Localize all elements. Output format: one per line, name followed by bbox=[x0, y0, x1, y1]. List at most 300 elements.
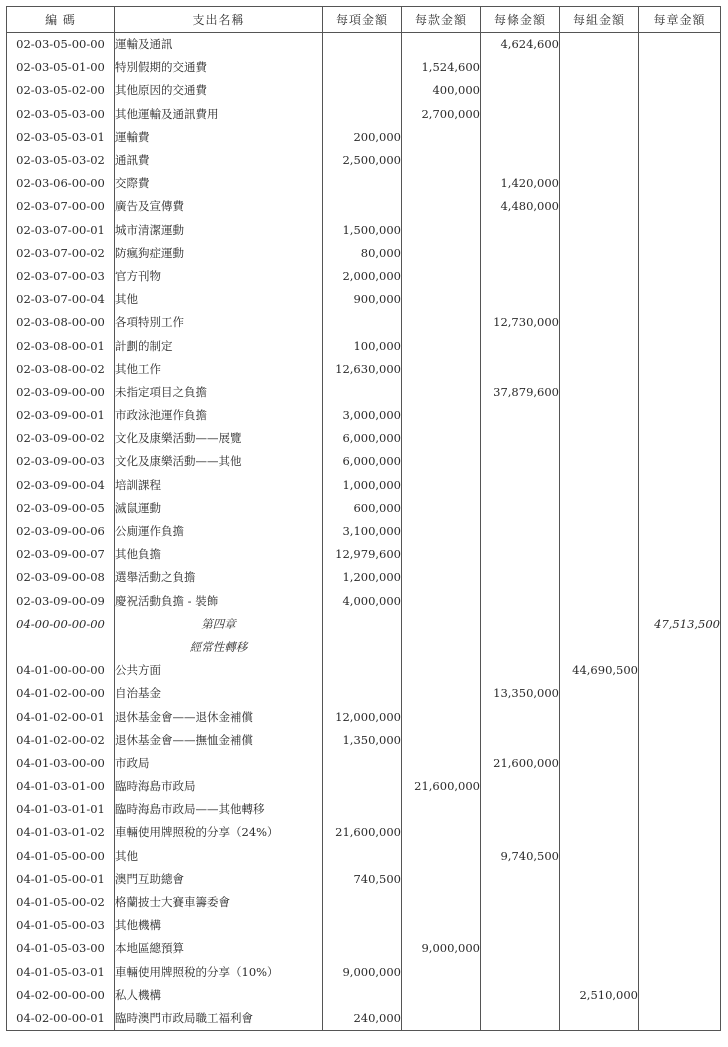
table-row bbox=[7, 543, 721, 566]
cell-article-amount bbox=[481, 798, 560, 821]
cell-name: 交際費 bbox=[115, 172, 323, 195]
cell-code: 02-03-09-00-02 bbox=[7, 427, 115, 450]
cell-paragraph-amount bbox=[402, 891, 481, 914]
cell-chapter-amount bbox=[639, 195, 721, 218]
cell-article-amount bbox=[481, 358, 560, 381]
cell-group-amount bbox=[560, 937, 639, 960]
cell-item-amount: 6,000,000 bbox=[323, 427, 402, 450]
cell-name: 其他 bbox=[115, 288, 323, 311]
cell-code: 04-01-05-03-01 bbox=[7, 961, 115, 984]
cell-paragraph-amount bbox=[402, 126, 481, 149]
cell-paragraph-amount bbox=[402, 149, 481, 172]
cell-chapter-amount bbox=[639, 961, 721, 984]
cell-article-amount bbox=[481, 868, 560, 891]
cell-item-amount bbox=[323, 914, 402, 937]
cell-article-amount bbox=[481, 404, 560, 427]
cell-group-amount bbox=[560, 775, 639, 798]
cell-article-amount bbox=[481, 566, 560, 589]
cell-chapter-amount bbox=[639, 590, 721, 613]
header-chapter-amount: 每章金額 bbox=[639, 7, 721, 33]
cell-code: 02-03-06-00-00 bbox=[7, 172, 115, 195]
cell-group-amount bbox=[560, 358, 639, 381]
cell-code: 02-03-07-00-04 bbox=[7, 288, 115, 311]
cell-name: 計劃的制定 bbox=[115, 334, 323, 357]
header-item-amount: 每項金額 bbox=[323, 7, 402, 33]
cell-chapter-amount bbox=[639, 56, 721, 79]
cell-article-amount bbox=[481, 961, 560, 984]
cell-name: 私人機構 bbox=[115, 984, 323, 1007]
cell-chapter-amount bbox=[639, 845, 721, 868]
cell-article-amount bbox=[481, 984, 560, 1007]
cell-item-amount bbox=[323, 891, 402, 914]
table-row bbox=[7, 219, 721, 242]
cell-paragraph-amount bbox=[402, 1007, 481, 1031]
table-row bbox=[7, 613, 721, 636]
cell-article-amount bbox=[481, 705, 560, 728]
cell-chapter-amount bbox=[639, 705, 721, 728]
cell-article-amount bbox=[481, 103, 560, 126]
cell-paragraph-amount bbox=[402, 659, 481, 682]
cell-item-amount bbox=[323, 752, 402, 775]
cell-chapter-amount bbox=[639, 358, 721, 381]
cell-group-amount bbox=[560, 497, 639, 520]
cell-chapter-amount bbox=[639, 33, 721, 57]
cell-name: 各項特別工作 bbox=[115, 311, 323, 334]
cell-group-amount bbox=[560, 914, 639, 937]
cell-article-amount: 9,740,500 bbox=[481, 845, 560, 868]
cell-article-amount bbox=[481, 636, 560, 659]
cell-chapter-amount bbox=[639, 242, 721, 265]
cell-group-amount bbox=[560, 845, 639, 868]
cell-item-amount bbox=[323, 775, 402, 798]
cell-code: 02-03-05-02-00 bbox=[7, 79, 115, 102]
table-row bbox=[7, 752, 721, 775]
cell-article-amount bbox=[481, 937, 560, 960]
cell-name: 其他工作 bbox=[115, 358, 323, 381]
table-row bbox=[7, 984, 721, 1007]
cell-code: 02-03-07-00-00 bbox=[7, 195, 115, 218]
cell-item-amount: 200,000 bbox=[323, 126, 402, 149]
cell-name: 滅鼠運動 bbox=[115, 497, 323, 520]
cell-article-amount bbox=[481, 659, 560, 682]
cell-item-amount: 2,000,000 bbox=[323, 265, 402, 288]
cell-article-amount bbox=[481, 474, 560, 497]
header-name: 支出名稱 bbox=[115, 7, 323, 33]
cell-chapter-amount bbox=[639, 682, 721, 705]
cell-name: 文化及康樂活動——其他 bbox=[115, 450, 323, 473]
cell-name: 本地區總預算 bbox=[115, 937, 323, 960]
table-row bbox=[7, 1007, 721, 1031]
cell-name: 廣告及宣傳費 bbox=[115, 195, 323, 218]
cell-paragraph-amount bbox=[402, 914, 481, 937]
cell-name: 自治基金 bbox=[115, 682, 323, 705]
table-row bbox=[7, 358, 721, 381]
cell-name: 臨時海島市政局 bbox=[115, 775, 323, 798]
cell-code: 02-03-05-03-02 bbox=[7, 149, 115, 172]
cell-chapter-amount bbox=[639, 636, 721, 659]
cell-code: 02-03-09-00-03 bbox=[7, 450, 115, 473]
cell-item-amount: 740,500 bbox=[323, 868, 402, 891]
cell-article-amount bbox=[481, 265, 560, 288]
cell-code: 04-01-03-01-00 bbox=[7, 775, 115, 798]
cell-article-amount bbox=[481, 914, 560, 937]
cell-chapter-amount bbox=[639, 311, 721, 334]
cell-code: 02-03-05-03-01 bbox=[7, 126, 115, 149]
table-row bbox=[7, 682, 721, 705]
cell-group-amount bbox=[560, 265, 639, 288]
cell-name: 第四章 bbox=[115, 613, 323, 636]
cell-item-amount bbox=[323, 381, 402, 404]
cell-paragraph-amount bbox=[402, 358, 481, 381]
cell-name: 車輛使用牌照稅的分享（24%） bbox=[115, 821, 323, 844]
table-row bbox=[7, 914, 721, 937]
cell-name: 臨時海島市政局——其他轉移 bbox=[115, 798, 323, 821]
cell-article-amount: 37,879,600 bbox=[481, 381, 560, 404]
cell-name: 其他 bbox=[115, 845, 323, 868]
cell-chapter-amount bbox=[639, 937, 721, 960]
cell-item-amount: 1,350,000 bbox=[323, 729, 402, 752]
cell-name: 其他原因的交通費 bbox=[115, 79, 323, 102]
cell-paragraph-amount bbox=[402, 613, 481, 636]
cell-item-amount bbox=[323, 103, 402, 126]
cell-name: 臨時澳門市政局職工福利會 bbox=[115, 1007, 323, 1031]
cell-paragraph-amount bbox=[402, 427, 481, 450]
cell-item-amount bbox=[323, 636, 402, 659]
cell-item-amount bbox=[323, 845, 402, 868]
cell-code: 02-03-09-00-06 bbox=[7, 520, 115, 543]
cell-item-amount: 600,000 bbox=[323, 497, 402, 520]
table-row bbox=[7, 334, 721, 357]
cell-group-amount bbox=[560, 311, 639, 334]
cell-chapter-amount bbox=[639, 334, 721, 357]
cell-name: 防瘋狗症運動 bbox=[115, 242, 323, 265]
table-row bbox=[7, 497, 721, 520]
cell-group-amount bbox=[560, 427, 639, 450]
table-row bbox=[7, 79, 721, 102]
budget-table bbox=[6, 6, 721, 1031]
cell-name: 其他負擔 bbox=[115, 543, 323, 566]
cell-item-amount bbox=[323, 79, 402, 102]
table-row bbox=[7, 103, 721, 126]
cell-article-amount bbox=[481, 613, 560, 636]
table-row bbox=[7, 798, 721, 821]
cell-item-amount: 6,000,000 bbox=[323, 450, 402, 473]
cell-paragraph-amount: 2,700,000 bbox=[402, 103, 481, 126]
cell-paragraph-amount: 1,524,600 bbox=[402, 56, 481, 79]
cell-group-amount bbox=[560, 613, 639, 636]
cell-group-amount bbox=[560, 103, 639, 126]
cell-group-amount bbox=[560, 288, 639, 311]
cell-code: 04-02-00-00-00 bbox=[7, 984, 115, 1007]
cell-item-amount: 80,000 bbox=[323, 242, 402, 265]
cell-name: 澳門互助總會 bbox=[115, 868, 323, 891]
cell-chapter-amount bbox=[639, 474, 721, 497]
cell-group-amount bbox=[560, 195, 639, 218]
cell-code: 04-01-02-00-01 bbox=[7, 705, 115, 728]
cell-item-amount: 12,979,600 bbox=[323, 543, 402, 566]
cell-article-amount bbox=[481, 334, 560, 357]
cell-paragraph-amount bbox=[402, 381, 481, 404]
cell-group-amount bbox=[560, 705, 639, 728]
cell-group-amount bbox=[560, 404, 639, 427]
cell-paragraph-amount bbox=[402, 543, 481, 566]
cell-name: 官方刊物 bbox=[115, 265, 323, 288]
cell-code: 04-01-05-00-00 bbox=[7, 845, 115, 868]
table-row bbox=[7, 265, 721, 288]
cell-group-amount bbox=[560, 636, 639, 659]
table-row bbox=[7, 404, 721, 427]
cell-item-amount bbox=[323, 195, 402, 218]
table-row bbox=[7, 242, 721, 265]
cell-chapter-amount bbox=[639, 891, 721, 914]
cell-group-amount bbox=[560, 821, 639, 844]
cell-group-amount bbox=[560, 798, 639, 821]
cell-article-amount: 13,350,000 bbox=[481, 682, 560, 705]
cell-paragraph-amount bbox=[402, 636, 481, 659]
cell-group-amount bbox=[560, 219, 639, 242]
cell-item-amount: 21,600,000 bbox=[323, 821, 402, 844]
cell-code: 04-01-05-00-01 bbox=[7, 868, 115, 891]
cell-item-amount: 12,000,000 bbox=[323, 705, 402, 728]
cell-paragraph-amount bbox=[402, 590, 481, 613]
table-row bbox=[7, 566, 721, 589]
cell-paragraph-amount bbox=[402, 821, 481, 844]
cell-paragraph-amount: 400,000 bbox=[402, 79, 481, 102]
cell-group-amount bbox=[560, 33, 639, 57]
cell-code: 02-03-05-03-00 bbox=[7, 103, 115, 126]
table-row bbox=[7, 891, 721, 914]
cell-group-amount bbox=[560, 566, 639, 589]
cell-paragraph-amount bbox=[402, 450, 481, 473]
cell-name: 公共方面 bbox=[115, 659, 323, 682]
cell-name: 運輸費 bbox=[115, 126, 323, 149]
cell-chapter-amount bbox=[639, 659, 721, 682]
table-row bbox=[7, 172, 721, 195]
cell-chapter-amount bbox=[639, 265, 721, 288]
cell-article-amount bbox=[481, 288, 560, 311]
cell-item-amount: 3,100,000 bbox=[323, 520, 402, 543]
cell-name: 市政局 bbox=[115, 752, 323, 775]
cell-name: 運輸及通訊 bbox=[115, 33, 323, 57]
cell-article-amount bbox=[481, 1007, 560, 1031]
cell-code: 02-03-08-00-00 bbox=[7, 311, 115, 334]
cell-paragraph-amount bbox=[402, 798, 481, 821]
cell-group-amount bbox=[560, 868, 639, 891]
cell-article-amount: 4,624,600 bbox=[481, 33, 560, 57]
cell-paragraph-amount bbox=[402, 195, 481, 218]
cell-chapter-amount bbox=[639, 566, 721, 589]
cell-name: 通訊費 bbox=[115, 149, 323, 172]
cell-group-amount bbox=[560, 172, 639, 195]
cell-group-amount: 2,510,000 bbox=[560, 984, 639, 1007]
cell-paragraph-amount: 9,000,000 bbox=[402, 937, 481, 960]
cell-name: 城市清潔運動 bbox=[115, 219, 323, 242]
cell-name: 公廁運作負擔 bbox=[115, 520, 323, 543]
cell-chapter-amount bbox=[639, 149, 721, 172]
cell-article-amount bbox=[481, 242, 560, 265]
cell-chapter-amount bbox=[639, 450, 721, 473]
cell-chapter-amount bbox=[639, 821, 721, 844]
header-row bbox=[7, 7, 721, 33]
cell-group-amount bbox=[560, 752, 639, 775]
table-row bbox=[7, 56, 721, 79]
cell-group-amount bbox=[560, 590, 639, 613]
header-paragraph-amount: 每款金額 bbox=[402, 7, 481, 33]
cell-article-amount bbox=[481, 450, 560, 473]
cell-code: 02-03-08-00-02 bbox=[7, 358, 115, 381]
cell-name: 選舉活動之負擔 bbox=[115, 566, 323, 589]
table-row bbox=[7, 659, 721, 682]
table-row bbox=[7, 636, 721, 659]
cell-chapter-amount bbox=[639, 984, 721, 1007]
table-row bbox=[7, 520, 721, 543]
cell-code: 02-03-09-00-09 bbox=[7, 590, 115, 613]
cell-group-amount bbox=[560, 1007, 639, 1031]
cell-chapter-amount: 47,513,500 bbox=[639, 613, 721, 636]
cell-item-amount bbox=[323, 937, 402, 960]
cell-code: 04-01-05-00-02 bbox=[7, 891, 115, 914]
cell-paragraph-amount bbox=[402, 520, 481, 543]
cell-item-amount: 900,000 bbox=[323, 288, 402, 311]
cell-paragraph-amount bbox=[402, 682, 481, 705]
table-row bbox=[7, 705, 721, 728]
cell-chapter-amount bbox=[639, 126, 721, 149]
table-body bbox=[7, 33, 721, 1031]
cell-article-amount bbox=[481, 590, 560, 613]
cell-name: 其他運輸及通訊費用 bbox=[115, 103, 323, 126]
cell-chapter-amount bbox=[639, 868, 721, 891]
cell-name: 培訓課程 bbox=[115, 474, 323, 497]
cell-chapter-amount bbox=[639, 729, 721, 752]
cell-article-amount bbox=[481, 520, 560, 543]
cell-article-amount bbox=[481, 79, 560, 102]
cell-code: 02-03-09-00-07 bbox=[7, 543, 115, 566]
cell-paragraph-amount bbox=[402, 172, 481, 195]
cell-article-amount bbox=[481, 543, 560, 566]
cell-code: 02-03-07-00-03 bbox=[7, 265, 115, 288]
table-row bbox=[7, 590, 721, 613]
cell-paragraph-amount bbox=[402, 729, 481, 752]
cell-paragraph-amount bbox=[402, 474, 481, 497]
cell-chapter-amount bbox=[639, 1007, 721, 1031]
cell-paragraph-amount bbox=[402, 705, 481, 728]
cell-name: 市政泳池運作負擔 bbox=[115, 404, 323, 427]
cell-paragraph-amount bbox=[402, 288, 481, 311]
cell-paragraph-amount bbox=[402, 984, 481, 1007]
cell-name: 慶祝活動負擔 - 裝飾 bbox=[115, 590, 323, 613]
cell-chapter-amount bbox=[639, 752, 721, 775]
cell-code: 02-03-07-00-02 bbox=[7, 242, 115, 265]
cell-group-amount bbox=[560, 891, 639, 914]
table-row bbox=[7, 729, 721, 752]
table-row bbox=[7, 149, 721, 172]
cell-article-amount: 1,420,000 bbox=[481, 172, 560, 195]
cell-name: 退休基金會——退休金補償 bbox=[115, 705, 323, 728]
cell-paragraph-amount bbox=[402, 242, 481, 265]
table-row bbox=[7, 450, 721, 473]
cell-article-amount: 12,730,000 bbox=[481, 311, 560, 334]
header-article-amount: 每條金額 bbox=[481, 7, 560, 33]
cell-group-amount bbox=[560, 450, 639, 473]
table-row bbox=[7, 775, 721, 798]
cell-article-amount bbox=[481, 427, 560, 450]
cell-item-amount: 4,000,000 bbox=[323, 590, 402, 613]
cell-name: 經常性轉移 bbox=[115, 636, 323, 659]
cell-group-amount bbox=[560, 682, 639, 705]
cell-paragraph-amount bbox=[402, 566, 481, 589]
cell-item-amount bbox=[323, 798, 402, 821]
cell-code: 04-01-05-00-03 bbox=[7, 914, 115, 937]
cell-chapter-amount bbox=[639, 381, 721, 404]
cell-paragraph-amount bbox=[402, 497, 481, 520]
budget-page bbox=[6, 6, 720, 1031]
cell-code: 04-00-00-00-00 bbox=[7, 613, 115, 636]
cell-group-amount bbox=[560, 79, 639, 102]
cell-name: 未指定項目之負擔 bbox=[115, 381, 323, 404]
cell-chapter-amount bbox=[639, 404, 721, 427]
cell-chapter-amount bbox=[639, 103, 721, 126]
cell-article-amount: 21,600,000 bbox=[481, 752, 560, 775]
cell-code: 02-03-05-01-00 bbox=[7, 56, 115, 79]
cell-chapter-amount bbox=[639, 775, 721, 798]
table-row bbox=[7, 868, 721, 891]
table-row bbox=[7, 845, 721, 868]
cell-article-amount bbox=[481, 497, 560, 520]
cell-code: 02-03-08-00-01 bbox=[7, 334, 115, 357]
cell-code: 04-01-02-00-00 bbox=[7, 682, 115, 705]
cell-paragraph-amount bbox=[402, 334, 481, 357]
table-row bbox=[7, 961, 721, 984]
cell-code: 02-03-07-00-01 bbox=[7, 219, 115, 242]
cell-item-amount bbox=[323, 56, 402, 79]
cell-chapter-amount bbox=[639, 79, 721, 102]
cell-group-amount bbox=[560, 334, 639, 357]
table-row bbox=[7, 474, 721, 497]
cell-code: 02-03-09-00-01 bbox=[7, 404, 115, 427]
cell-group-amount bbox=[560, 474, 639, 497]
table-row bbox=[7, 126, 721, 149]
cell-paragraph-amount bbox=[402, 752, 481, 775]
cell-item-amount: 12,630,000 bbox=[323, 358, 402, 381]
cell-item-amount bbox=[323, 33, 402, 57]
cell-paragraph-amount bbox=[402, 219, 481, 242]
cell-group-amount bbox=[560, 56, 639, 79]
table-row bbox=[7, 821, 721, 844]
cell-item-amount bbox=[323, 311, 402, 334]
cell-name: 文化及康樂活動——展覽 bbox=[115, 427, 323, 450]
cell-article-amount bbox=[481, 891, 560, 914]
cell-chapter-amount bbox=[639, 427, 721, 450]
table-row bbox=[7, 381, 721, 404]
cell-chapter-amount bbox=[639, 798, 721, 821]
cell-group-amount: 44,690,500 bbox=[560, 659, 639, 682]
cell-item-amount: 100,000 bbox=[323, 334, 402, 357]
table-row bbox=[7, 33, 721, 57]
cell-group-amount bbox=[560, 126, 639, 149]
cell-chapter-amount bbox=[639, 543, 721, 566]
cell-article-amount bbox=[481, 729, 560, 752]
cell-chapter-amount bbox=[639, 288, 721, 311]
cell-name: 車輛使用牌照稅的分享（10%） bbox=[115, 961, 323, 984]
cell-code: 02-03-09-00-04 bbox=[7, 474, 115, 497]
table-row bbox=[7, 427, 721, 450]
cell-name: 特別假期的交通費 bbox=[115, 56, 323, 79]
cell-article-amount bbox=[481, 821, 560, 844]
cell-item-amount: 3,000,000 bbox=[323, 404, 402, 427]
cell-paragraph-amount bbox=[402, 845, 481, 868]
table-row bbox=[7, 937, 721, 960]
cell-item-amount bbox=[323, 659, 402, 682]
